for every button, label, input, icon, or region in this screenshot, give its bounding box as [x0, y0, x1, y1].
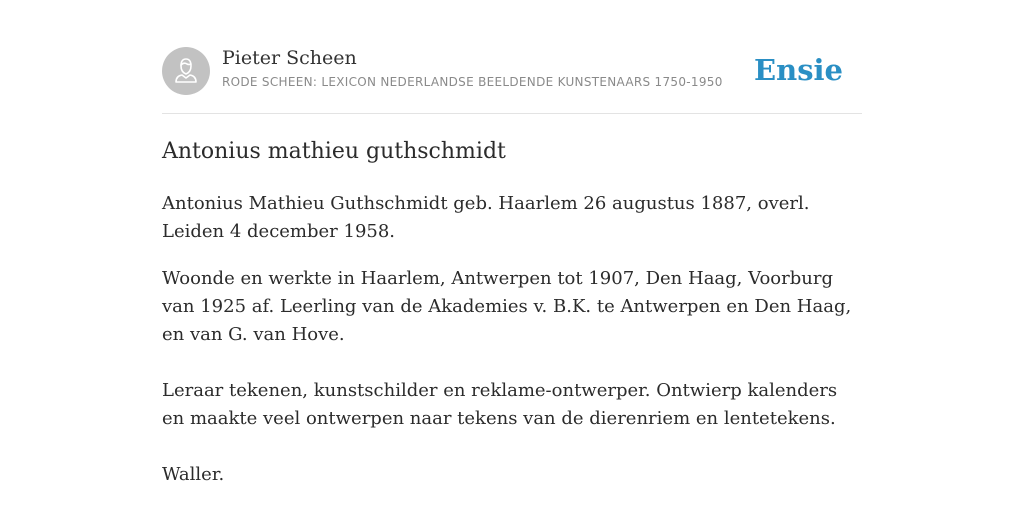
- page-title: Antonius mathieu guthschmidt: [162, 139, 506, 164]
- paragraph-2: Woonde en werkte in Haarlem, Antwerpen tot 1907, Den Haag, Voorburg van 1925 af. Leerling van de Akademies v. B.K. te Antwerpen en Den Haag, en van G. van Hove.: [162, 268, 852, 345]
- paragraph-1: Antonius Mathieu Guthschmidt geb. Haarlem 26 augustus 1887, overl. Leiden 4 december 1958.: [162, 193, 810, 242]
- source-title[interactable]: RODE SCHEEN: LEXICON NEDERLANDSE BEELDENDE KUNSTENAARS 1750-1950: [222, 75, 723, 89]
- article-body: [162, 190, 862, 489]
- user-icon: [162, 47, 210, 95]
- avatar[interactable]: [162, 47, 210, 95]
- paragraph-3: Leraar tekenen, kunstschilder en reklame-ontwerper. Ontwierp kalenders en maakte veel ontwerpen naar tekens van de dierenriem en lentetekens.: [162, 380, 838, 429]
- divider: [162, 113, 862, 114]
- page: [162, 0, 862, 512]
- brand-logo[interactable]: Ensie: [754, 53, 843, 87]
- paragraph-4: Waller.: [162, 464, 225, 485]
- author-name[interactable]: Pieter Scheen: [222, 47, 357, 69]
- header: [162, 46, 862, 96]
